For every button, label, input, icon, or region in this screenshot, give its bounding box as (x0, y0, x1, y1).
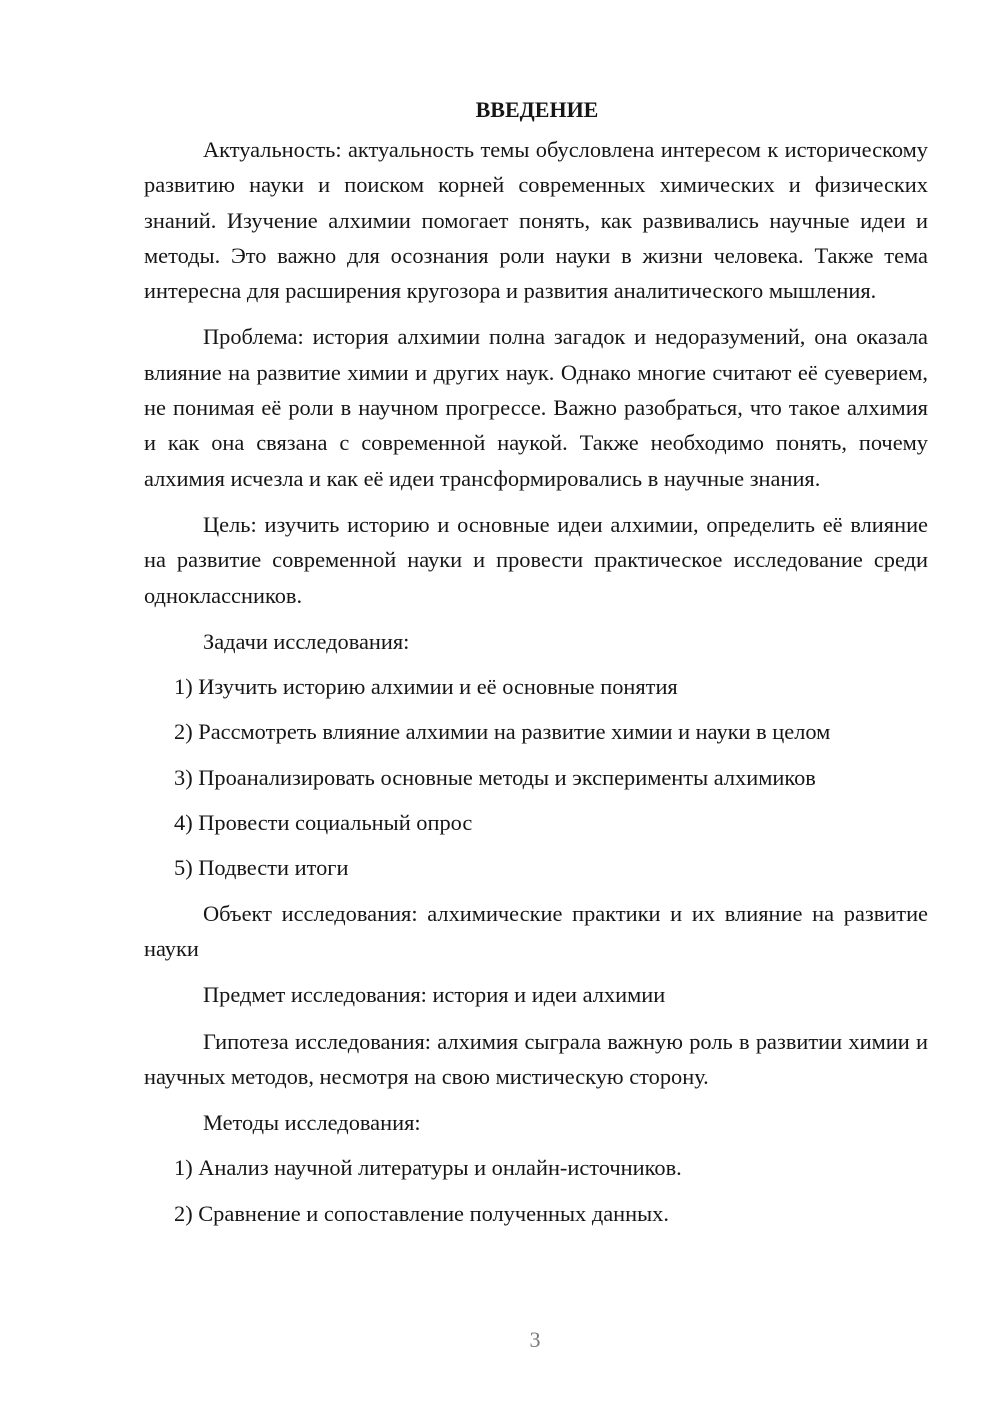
hypothesis-paragraph: Гипотеза исследования: алхимия сыграла важную роль в развитии химии и научных методов, несмотря на свою мистическую сторону. (144, 1028, 928, 1089)
problem-paragraph: Проблема: история алхимии полна загадок и недоразумений, она оказала влияние на развитие химии и других наук. Однако многие считают её суеверием, не понимая её роли в научном прогрессе. Важно разобраться, что такое алхимия и как она связана с современной наукой. Также необходимо понять, почему алхимия исчезла и как её идеи трансформировались в научные знания. (144, 324, 928, 491)
method-item: 2) Сравнение и сопоставление полученных данных. (174, 1200, 669, 1226)
document-page (144, 92, 928, 1241)
methods-list (144, 1150, 928, 1231)
tasks-label: Задачи исследования: (203, 628, 410, 654)
method-item: 1) Анализ научной литературы и онлайн-источников. (174, 1155, 682, 1181)
page-number: 3 (529, 1327, 541, 1352)
tasks-list (144, 669, 928, 885)
task-item: 4) Провести социальный опрос (174, 810, 473, 836)
task-item: 5) Подвести итоги (174, 855, 349, 881)
task-item: 2) Рассмотреть влияние алхимии на развитие химии и науки в целом (174, 719, 831, 745)
task-item: 3) Проанализировать основные методы и эксперименты алхимиков (174, 764, 816, 790)
task-item: 1) Изучить историю алхимии и её основные понятия (174, 674, 678, 700)
section-title: ВВЕДЕНИЕ (475, 97, 599, 122)
relevance-paragraph: Актуальность: актуальность темы обусловлена интересом к историческому развитию науки и поиском корней современных химических и физических знаний. Изучение алхимии помогает понять, как развивались научные идеи и методы. Это важно для осознания роли науки в жизни человека. Также тема интересна для расширения кругозора и развития аналитического мышления. (144, 137, 928, 304)
subject-paragraph: Предмет исследования: история и идеи алхимии (203, 982, 666, 1008)
methods-label: Методы исследования: (203, 1110, 421, 1136)
goal-paragraph: Цель: изучить историю и основные идеи алхимии, определить её влияние на развитие современной науки и провести практическое исследование среди одноклассников. (144, 511, 928, 608)
object-paragraph: Объект исследования: алхимические практики и их влияние на развитие науки (144, 900, 928, 961)
